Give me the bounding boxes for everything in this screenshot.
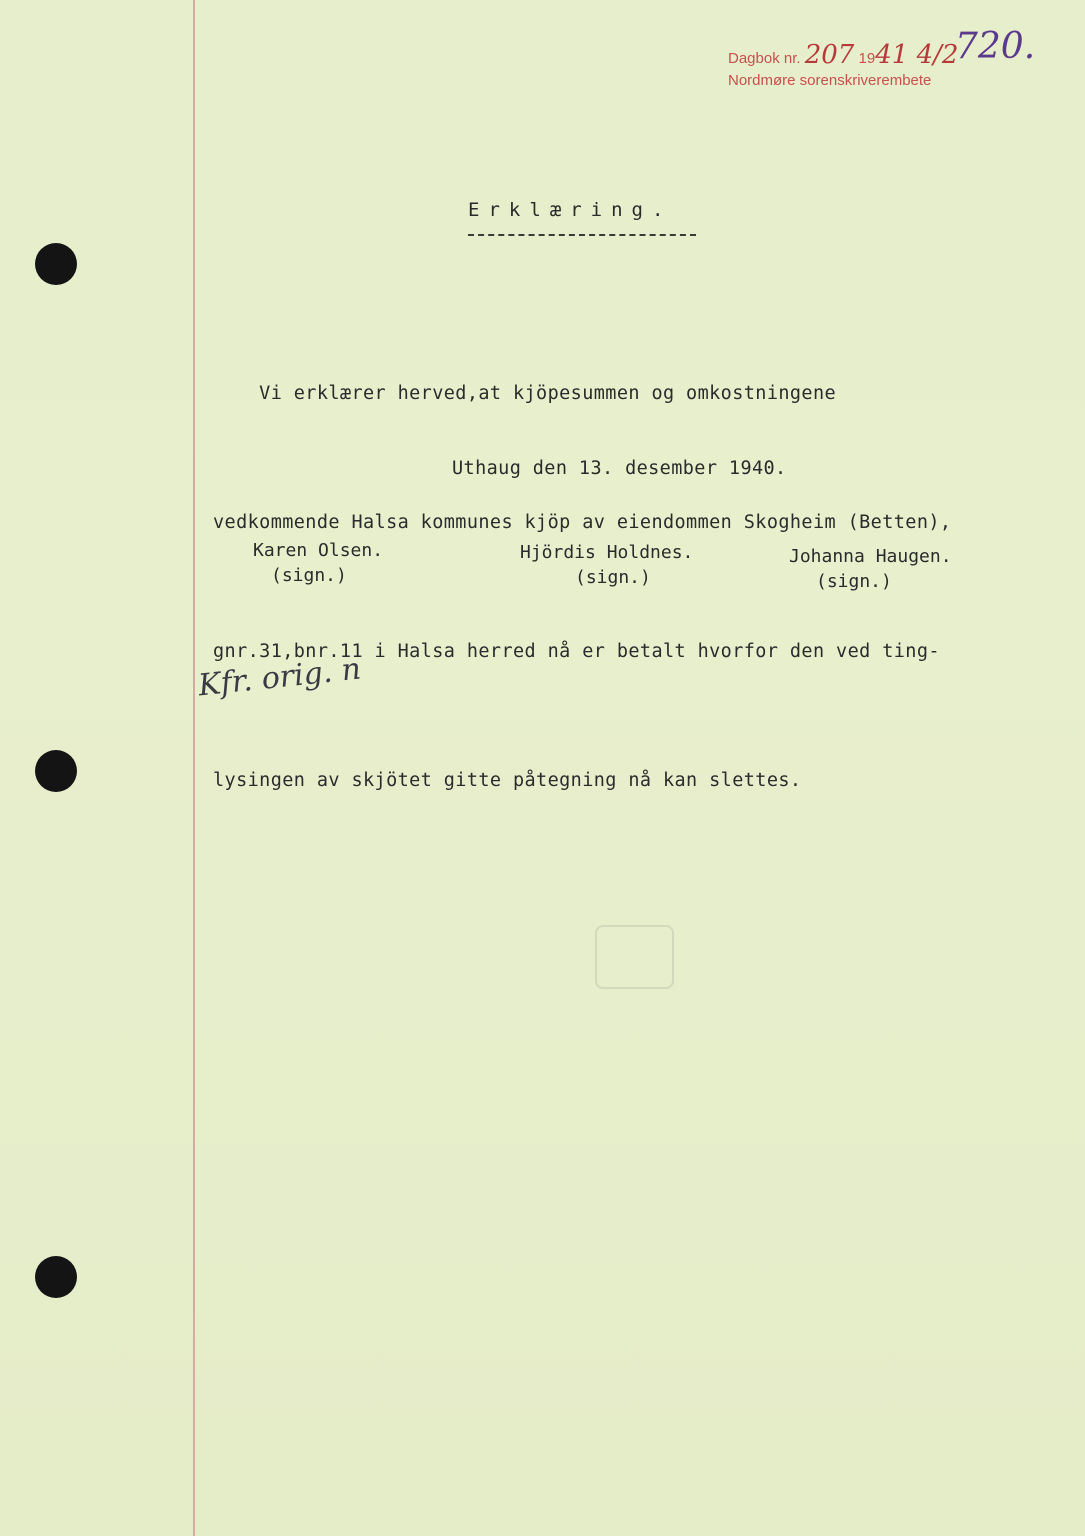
signature-note: (sign.) <box>271 565 347 586</box>
signature-block <box>253 538 383 588</box>
body-line: gnr.31,bnr.11 i Halsa herred nå er betalt hvorfor den ved ting- <box>213 641 940 662</box>
stamp-label: Dagbok nr. <box>728 50 801 67</box>
stamp-line-1 <box>728 40 959 70</box>
page-number: 720. <box>955 26 1036 67</box>
document-title: Erklæring. <box>468 199 673 221</box>
handwritten-note: Kfr. orig. n <box>196 651 363 704</box>
body-line: lysingen av skjötet gitte påtegning nå kan slettes. <box>213 770 802 791</box>
place-and-date: Uthaug den 13. desember 1940. <box>452 458 787 479</box>
signature-block <box>520 540 693 590</box>
bleed-through-mark <box>595 925 674 989</box>
stamp-office: Nordmøre sorenskriverembete <box>728 72 932 89</box>
body-line: Vi erklærer herved,at kjöpesummen og omkostningene <box>213 383 837 404</box>
punch-hole <box>35 243 77 285</box>
margin-rule <box>193 0 195 1536</box>
signatory-name: Karen Olsen. <box>253 540 384 561</box>
registry-stamp <box>728 40 959 91</box>
punch-hole <box>35 750 77 792</box>
stamp-year-date: 41 4/2 <box>875 40 959 70</box>
title-underline <box>468 234 696 236</box>
signature-note: (sign.) <box>816 571 892 592</box>
signature-block <box>789 544 952 594</box>
signature-note: (sign.) <box>575 567 651 588</box>
stamp-year-prefix: 19 <box>858 50 876 67</box>
stamp-number: 207 <box>804 40 855 70</box>
punch-hole <box>35 1256 77 1298</box>
signatory-name: Hjördis Holdnes. <box>520 542 694 563</box>
signatory-name: Johanna Haugen. <box>789 546 952 567</box>
body-line: vedkommende Halsa kommunes kjöp av eiendommen Skogheim (Betten), <box>213 512 952 533</box>
